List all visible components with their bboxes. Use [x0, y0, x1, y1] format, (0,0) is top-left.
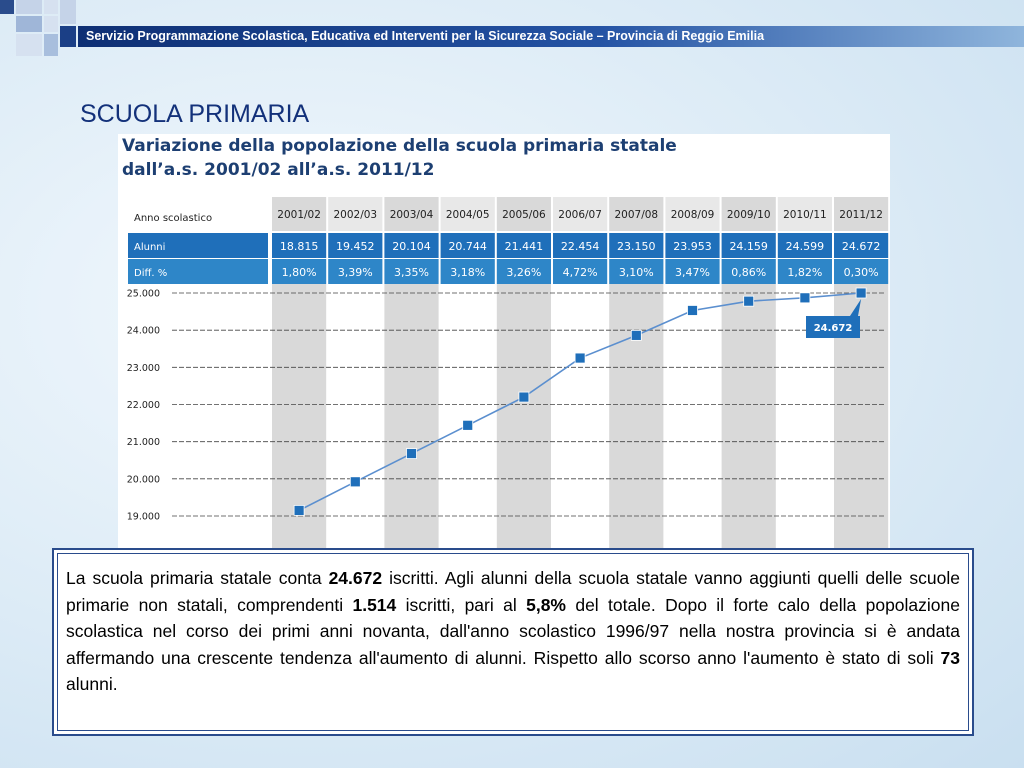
category-label: 2008/09 [670, 209, 715, 221]
table-cell-value: 23.150 [617, 240, 656, 253]
table-cell-value: 22.454 [560, 240, 600, 253]
category-label: 2011/12 [839, 209, 883, 221]
chart-title-line1: Variazione della popolazione della scuola primaria statale [122, 136, 677, 156]
table-cell-value: 4,72% [562, 266, 598, 279]
category-label: 2007/08 [614, 209, 659, 221]
data-point [350, 477, 360, 487]
series-line [299, 293, 861, 510]
table-cell-value: 3,10% [618, 266, 654, 279]
table-cell-value: 23.953 [673, 240, 712, 253]
table-cell-value: 3,39% [337, 266, 373, 279]
data-point [407, 449, 417, 459]
table-cell-value: 19.452 [336, 240, 375, 253]
category-label: 2005/06 [502, 209, 546, 221]
category-label: 2003/04 [389, 209, 434, 221]
table-cell-value: 0,86% [731, 266, 767, 279]
callout-label: 24.672 [813, 323, 853, 334]
table-row-label-header: Anno scolastico [134, 213, 213, 224]
table-cell-value: 3,35% [394, 266, 429, 279]
category-label: 2002/03 [333, 209, 378, 221]
y-tick-label: 24.000 [126, 325, 160, 337]
table-cell-value: 3,47% [675, 266, 710, 279]
y-tick-label: 19.000 [126, 511, 160, 523]
data-point [631, 330, 641, 340]
table-row-label: Alunni [134, 242, 166, 253]
header-title: Servizio Programmazione Scolastica, Educativa ed Interventi per la Sicurezza Sociale – Provincia di Reggio Emilia [86, 29, 765, 43]
table-cell-value: 3,18% [450, 266, 486, 279]
y-tick-label: 22.000 [126, 400, 160, 411]
column-stripe [609, 284, 663, 548]
table-cell-value: 3,26% [506, 266, 542, 279]
column-stripe [722, 284, 776, 548]
table-cell-value: 24.159 [729, 240, 768, 253]
data-point [744, 296, 754, 306]
table-cell-value: 24.672 [841, 240, 881, 253]
page-title: SCUOLA PRIMARIA [80, 100, 310, 128]
table-cell-value: 1,80% [281, 266, 317, 279]
data-point [463, 420, 473, 430]
data-point [800, 293, 810, 303]
table-cell-value: 20.744 [448, 240, 487, 253]
data-point [688, 305, 698, 315]
category-label: 2001/02 [277, 209, 321, 221]
y-tick-label: 20.000 [126, 474, 160, 486]
data-point [575, 353, 585, 363]
table-cell-value: 24.599 [785, 240, 825, 253]
y-tick-label: 23.000 [126, 362, 160, 374]
category-label: 2004/05 [445, 209, 490, 221]
data-point [519, 392, 529, 402]
y-tick-label: 21.000 [126, 437, 160, 449]
column-stripe [384, 284, 438, 548]
table-cell-value: 1,82% [787, 266, 823, 279]
data-point [856, 288, 866, 298]
table-cell-value: 21.441 [504, 240, 544, 253]
column-stripe [497, 284, 551, 548]
table-cell-value: 18.815 [279, 240, 319, 253]
category-label: 2009/10 [726, 209, 771, 221]
category-label: 2006/07 [558, 209, 602, 221]
y-tick-label: 25.000 [126, 288, 160, 300]
description-box [52, 548, 974, 736]
table-cell-value: 20.104 [392, 240, 431, 253]
data-point [294, 505, 304, 515]
chart-title-line2: dall’a.s. 2001/02 all’a.s. 2011/12 [122, 160, 435, 180]
table-row-label: Diff. % [134, 268, 168, 279]
description-text: La scuola primaria statale conta 24.672 iscritti. Agli alunni della scuola statale vanno aggiunti quelli delle scuole primarie non statali, comprendenti 1.514 iscritti, pari al 5,8% del totale. Dopo il forte calo della popolazione scolastica nel corso dei primi anni novanta, dall'anno scolastico 1996/97 nella nostra provincia si è andata affermando una crescente tendenza all'aumento di alunni. Rispetto allo scorso anno l'aumento è stato di soli 73 alunni. [57, 553, 969, 731]
category-label: 2010/11 [783, 209, 827, 221]
table-cell-value: 0,30% [843, 266, 879, 279]
